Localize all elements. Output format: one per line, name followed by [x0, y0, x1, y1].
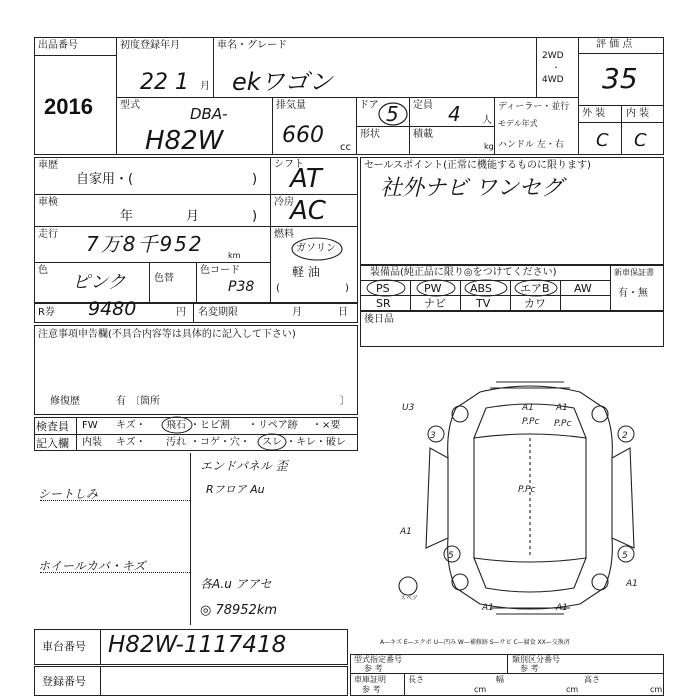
class-ref: 参 考: [520, 664, 539, 673]
inspector-row1-need: ・×要: [312, 420, 341, 431]
repaint-label: 色替: [154, 273, 174, 284]
divider: [100, 629, 101, 665]
color-label: 色: [38, 265, 48, 276]
color-value: ピンク: [72, 272, 126, 293]
equipment-label: 装備品(純正品に限り◎をつけてください): [370, 267, 557, 278]
drive-2wd: 2WD: [542, 51, 564, 61]
divider: [272, 97, 273, 155]
displacement-label: 排気量: [276, 100, 306, 111]
divider: [507, 654, 508, 673]
equipment-airbag: エアB: [520, 282, 550, 295]
exterior-label: 外 装: [582, 108, 606, 119]
width-label: 幅: [496, 675, 504, 684]
lot-number-year: 2016: [44, 94, 93, 119]
width-unit: cm: [566, 685, 579, 694]
inspector-row1-chip: 飛石: [166, 420, 186, 431]
inspector-row2-stain: 汚れ: [166, 437, 186, 448]
inspector-row2-label: 記入欄: [36, 437, 69, 450]
inspector-row2-burn: ・コゲ・穴・: [190, 437, 250, 448]
capacity-unit: 人: [482, 115, 492, 126]
mark-right-5: 5: [622, 551, 628, 561]
repair-history-label: 修復歴: [50, 396, 80, 407]
aircon-label: 冷房: [274, 197, 294, 208]
mark-front-pc: P.Pc: [522, 417, 540, 427]
divider: [536, 37, 537, 97]
name-change-day: 日: [338, 307, 348, 318]
first-registration-value: 22 1: [140, 70, 189, 95]
divider: [34, 55, 116, 56]
equipment-abs: ABS: [470, 282, 492, 295]
equipment-pw: PW: [424, 282, 442, 295]
capacity-value: 4: [448, 102, 461, 126]
shift-label: シフト: [274, 159, 304, 170]
remark-rear-floor: Rフロア Au: [206, 483, 265, 496]
divider: [100, 666, 101, 696]
mileage-value: 7万8千952: [86, 232, 204, 256]
registration-label: 登録番号: [42, 675, 86, 688]
color-code-label: 色コード: [200, 265, 240, 276]
model-value: H82W: [145, 126, 224, 156]
name-change-month: 月: [292, 307, 302, 318]
divider: [270, 157, 271, 303]
inspector-row1-repair: ・リペア跡: [248, 420, 298, 431]
inspector-row1-crack: ・ヒビ割: [190, 420, 230, 431]
shape-label: 形状: [360, 129, 380, 140]
chassis-label: 車台番号: [42, 640, 86, 653]
notes-label: 注意事項申告欄(不具合内容等は具体的に記入して下さい): [38, 329, 296, 340]
mark-right-2: 2: [622, 431, 628, 441]
repair-history-value: 有: [116, 396, 126, 407]
divider: [270, 226, 358, 227]
chassis-value: H82W-1117418: [108, 632, 287, 658]
divider: [213, 37, 214, 97]
divider: [193, 303, 194, 323]
dealer-label: ディーラー・並行: [498, 102, 570, 112]
car-name-label: 車名・グレード: [217, 40, 287, 51]
displacement-value: 660: [282, 123, 324, 148]
equipment-circles: [360, 278, 560, 298]
fuel-circle: [290, 236, 344, 262]
repair-history-close: 〕: [340, 396, 350, 407]
load-unit: kg: [484, 142, 494, 151]
divider: [610, 265, 611, 311]
postfit-label: 後日品: [364, 314, 394, 325]
capacity-label: 定員: [413, 100, 433, 111]
length-unit: cm: [474, 685, 487, 694]
vehicle-cert-ref: 参 考: [362, 685, 381, 694]
remark-line: [40, 500, 190, 501]
inspector-fw: FW: [82, 420, 98, 431]
color-code-value: P38: [228, 279, 255, 295]
inspector-circles: [160, 414, 290, 454]
recycle-unit: 円: [176, 307, 186, 318]
equipment-tv: TV: [476, 297, 491, 310]
remark-line: [40, 572, 190, 573]
mark-left-3: 3: [430, 431, 436, 441]
type-cert-ref: 参 考: [364, 664, 383, 673]
sales-point-label: セールスポイント(正常に機能するものに限ります): [364, 160, 591, 171]
mark-right-pc: P.Pc: [554, 419, 572, 429]
divider: [560, 280, 561, 311]
fuel-open: (: [276, 283, 280, 294]
exterior-grade: C: [596, 130, 609, 151]
lot-number-label: 出品番号: [38, 40, 78, 51]
divider: [34, 194, 270, 195]
drive-dot: ・: [552, 63, 560, 72]
mark-u3: U3: [402, 403, 415, 413]
mark-roof-pc: P.Pc: [518, 485, 536, 495]
car-name-value: ekワゴン: [232, 68, 333, 96]
car-damage-diagram: [390, 378, 670, 618]
drive-4wd: 4WD: [542, 75, 564, 85]
divider: [350, 673, 664, 674]
fuel-gasoline: ガソリン: [296, 243, 336, 254]
inspection-month: 月: [186, 209, 200, 224]
recycle-label: R券: [38, 307, 55, 318]
divider: [621, 105, 622, 155]
history-close: ): [252, 172, 258, 187]
mileage-unit: km: [228, 251, 241, 260]
fuel-close: ): [345, 283, 349, 294]
divider: [116, 37, 117, 155]
mark-front-a1: A1: [522, 403, 534, 413]
first-registration-month-label: 月: [200, 81, 210, 92]
divider: [116, 97, 578, 98]
divider: [404, 673, 405, 696]
divider: [494, 97, 495, 155]
divider: [196, 262, 197, 303]
remark-wheel-cover: ホイールカバ・キズ: [38, 559, 146, 573]
inspection-year: 年: [120, 209, 134, 224]
remark-seat-stain: シートしみ: [38, 487, 99, 501]
divider: [149, 262, 150, 303]
divider: [270, 194, 358, 195]
remarks-divider: [190, 453, 191, 625]
sales-point-value: 社外ナビ ワンセグ: [380, 176, 563, 201]
type-cert-label: 型式指定番号: [354, 655, 402, 664]
divider: [34, 226, 270, 227]
model-year-label: モデル年式: [498, 119, 538, 128]
class-label: 類別区分番号: [512, 655, 560, 664]
remark-odometer: ◎ 78952km: [200, 603, 278, 618]
name-change-label: 名変期限: [198, 307, 238, 318]
divider: [76, 417, 77, 451]
first-registration-label: 初度登録年月: [120, 40, 180, 51]
header-frame: [34, 37, 664, 155]
height-unit: cm: [650, 685, 663, 694]
inspector-interior: 内装: [82, 437, 102, 448]
inspector-row2-tear: ・キレ・破レ: [286, 437, 346, 448]
legend: A—キズ E—エクボ U—凹み W—補修跡 S—サビ C—腐食 XX—交換済: [380, 639, 570, 646]
handle-label: ハンドル 左・右: [498, 140, 564, 150]
mark-rear-a1-2: A1: [556, 603, 568, 613]
remark-each-au: 各A.u アアセ: [200, 577, 272, 591]
door-label: ドア: [359, 100, 379, 111]
mark-left-5: 5: [448, 551, 454, 561]
load-label: 積載: [413, 129, 433, 140]
aircon-value: AC: [290, 196, 326, 226]
inspector-row1-label: 検査員: [36, 420, 69, 433]
inspection-label: 車検: [38, 197, 58, 208]
length-label: 長さ: [408, 675, 424, 684]
mark-left-a1: A1: [400, 527, 412, 537]
fuel-light-oil: 軽 油: [292, 265, 320, 279]
history-value: 自家用・(: [76, 172, 134, 187]
equipment-sr: SR: [376, 297, 391, 310]
mark-rear-a1: A1: [482, 603, 494, 613]
repair-history-place: 〔箇所: [130, 396, 160, 407]
warranty-value: 有・無: [618, 288, 648, 299]
fuel-label: 燃料: [274, 229, 294, 240]
recycle-value: 9480: [88, 298, 137, 320]
warranty-label: 新車保証書: [614, 268, 654, 277]
equipment-aw: AW: [574, 282, 592, 295]
inspector-row1-scratch: キズ・: [116, 420, 146, 431]
displacement-unit: cc: [340, 142, 351, 153]
door-circle: [376, 100, 410, 128]
model-prefix: DBA-: [190, 105, 228, 123]
divider: [578, 37, 579, 155]
remark-end-panel: エンドパネル 歪: [200, 459, 288, 473]
height-label: 高さ: [584, 675, 600, 684]
equipment-leather: カワ: [524, 297, 546, 310]
divider: [34, 262, 270, 263]
score-value: 35: [602, 62, 638, 95]
interior-label: 内 装: [626, 108, 650, 119]
spare-label: スペア: [400, 595, 419, 602]
mark-rear-right-a1: A1: [626, 579, 638, 589]
equipment-ps: PS: [376, 282, 390, 295]
inspector-row2-scratch: キズ・: [116, 437, 146, 448]
door-value: 5: [386, 102, 399, 126]
equipment-navi: ナビ: [424, 297, 446, 310]
interior-grade: C: [634, 130, 647, 151]
divider: [578, 53, 664, 54]
inspection-close: ): [252, 209, 258, 224]
recycle-frame: [34, 303, 358, 323]
vehicle-cert-label: 車庫証明: [354, 675, 386, 684]
postfit-frame: [360, 311, 664, 347]
mark-right-a1: A1: [556, 403, 568, 413]
mileage-label: 走行: [38, 229, 58, 240]
score-label: 評 価 点: [596, 39, 633, 50]
model-label: 型式: [120, 100, 140, 111]
shift-value: AT: [290, 164, 322, 194]
inspector-row2-rub: スレ: [262, 437, 282, 448]
sales-point-frame: [360, 157, 664, 265]
history-label: 車歴: [38, 160, 58, 171]
